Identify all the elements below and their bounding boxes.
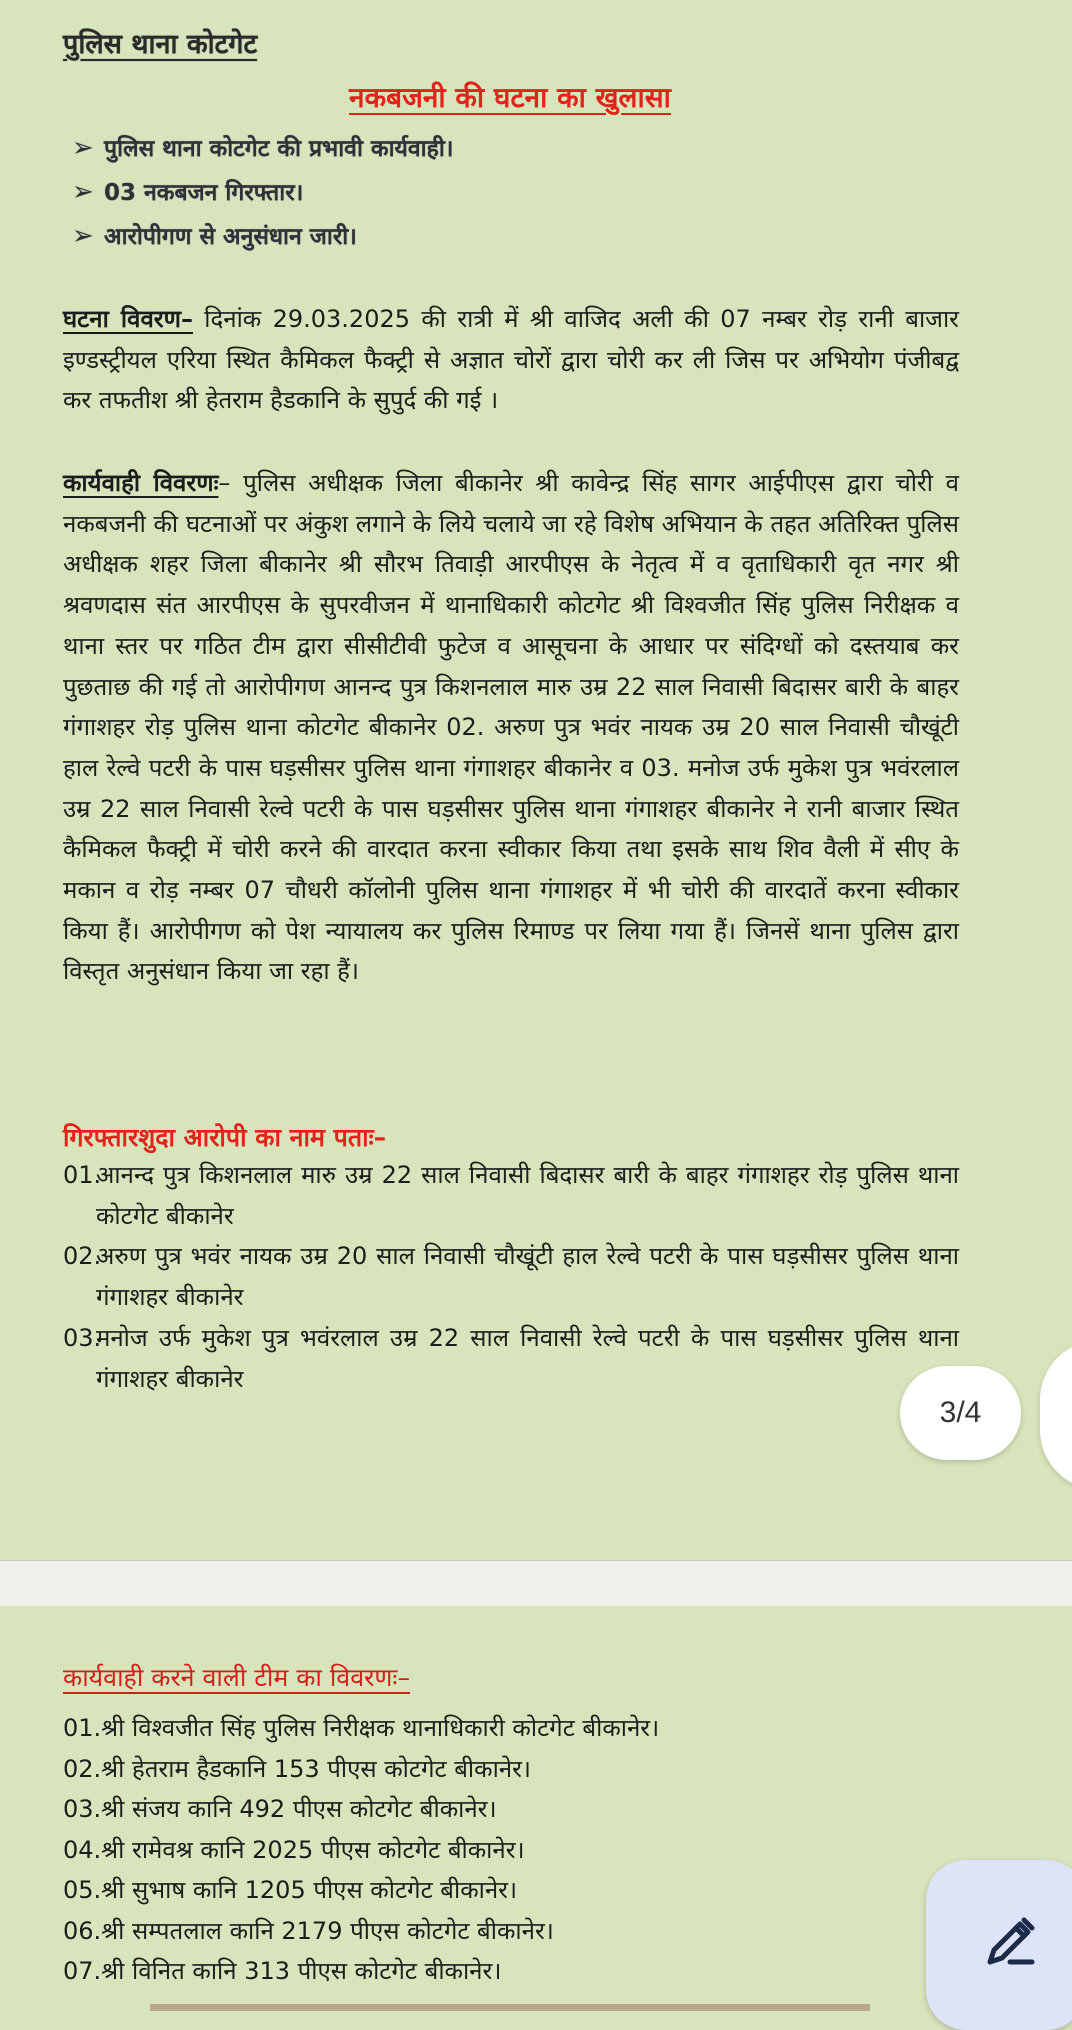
document-title-text: नकबजनी की घटना का खुलासा [349,81,671,114]
station-heading: पुलिस थाना कोटगेट [63,29,258,60]
accused-text: मनोज उर्फ मुकेश पुत्र भवंरलाल उम्र 22 साल निवासी रेल्वे पटरी के पास घड़सीसर पुलिस थाना गंगाशहर बीकानेर [96,1323,959,1393]
action-text: – पुलिस अधीक्षक जिला बीकानेर श्री कावेन्द्र सिंह सागर आईपीएस द्वारा चोरी व नकबजनी की घटनाओं पर अंकुश लगाने के लिये चलाये जा रहे विशेष अभियान के तहत अतिरिक्त पुलिस अधीक्षक शहर जिला बीकानेर श्री सौरभ तिवाड़ी आरपीएस के नेतृत्व में व वृताधिकारी वृत नगर श्री श्रवणदास संत आरपीएस के सुपरवीजन में थानाधिकारी कोटगेट श्री विश्वजीत सिंह पुलिस निरीक्षक व थाना स्तर पर गठित टीम द्वारा सीसीटीवी फुटेज व आसूचना के आधार पर संदिग्धों को दस्तयाब कर पुछताछ की गई तो आरोपीगण आनन्द पुत्र किशनलाल मारु उम्र 22 साल निवासी बिदासर बारी के बाहर गंगाशहर रोड़ पुलिस थाना कोटगेट बीकानेर 02. अरुण पुत्र भवंर नायक उम्र 20 साल निवासी चौखूंटी हाल रेल्वे पटरी के पास घड़सीसर पुलिस थाना गंगाशहर बीकानेर व 03. मनोज उर्फ मुकेश पुत्र भवंरलाल उम्र 22 साल निवासी रेल्वे पटरी के पास घड़सीसर पुलिस थाना गंगाशहर बीकानेर ने रानी बाजार स्थित कैमिकल फैक्ट्री में चोरी करने की वारदात करना स्वीकार किया तथा इसके साथ शिव वैली में सीए के मकान व रोड़ नम्बर 07 चौधरी कॉलोनी पुलिस थाना गंगाशहर में भी चोरी की वारदातें करना स्वीकार किया हैं। आरोपीगण को पेश न्यायालय कर पुलिस रिमाण्ड पर लिया गया हैं। जिनसें थाना पुलिस द्वारा विस्तृत अनुसंधान किया जा रहा हैं। [63,469,959,986]
page-separator [0,1560,1072,1607]
accused-text: अरुण पुत्र भवंर नायक उम्र 20 साल निवासी चौखूंटी हाल रेल्वे पटरी के पास घड़सीसर पुलिस थाना गंगाशहर बीकानेर [96,1242,959,1312]
team-member: 05.श्री सुभाष कानि 1205 पीएस कोटगेट बीकानेर। [63,1876,518,1904]
arrow-bullet-icon: ➢ [72,221,94,251]
accused-heading: गिरफ्तारशुदा आरोपी का नाम पताः– [63,1123,387,1152]
accused-item [63,1236,959,1317]
highlight-text: आरोपीगण से अनुसंधान जारी। [104,224,357,250]
team-member: 02.श्री हेतराम हैडकानि 153 पीएस कोटगेट बीकानेर। [63,1754,532,1783]
action-paragraph [63,463,959,992]
incident-paragraph [63,299,959,421]
accused-item [63,1318,959,1399]
pen-icon [982,1912,1040,1970]
team-list [63,1708,659,1992]
highlight-list [72,130,454,262]
arrow-bullet-icon: ➢ [72,177,94,207]
highlight-text: 03 नकबजन गिरफ्तार। [104,180,304,206]
accused-number: 01. [63,1161,102,1189]
incident-label: घटना विवरण– [63,305,193,333]
highlight-item [72,218,454,262]
edit-button[interactable] [926,1860,1072,2030]
team-member: 06.श्री सम्पतलाल कानि 2179 पीएस कोटगेट बीकानेर। [63,1916,554,1945]
team-member: 01.श्री विश्वजीत सिंह पुलिस निरीक्षक थानाधिकारी कोटगेट बीकानेर। [63,1714,660,1742]
document-title [0,78,1020,116]
page-indicator: 3/4 [900,1366,1021,1460]
action-label: कार्यवाही विवरणः [63,469,219,497]
accused-number: 02. [63,1242,102,1271]
highlight-item [72,174,454,218]
team-member: 07.श्री विनित कानि 313 पीएस कोटगेट बीकानेर। [63,1957,502,1985]
incident-text: दिनांक 29.03.2025 की रात्री में श्री वाजिद अली की 07 नम्बर रोड़ रानी बाजार इण्डस्ट्रीयल एरिया स्थित कैमिकल फैक्ट्री से अज्ञात चोरों द्वारा चोरी कर ली जिस पर अभियोग पंजीबद्व कर तफतीश श्री हेतराम हैडकानि के सुपुर्द की गई । [63,305,960,415]
accused-list [63,1155,959,1399]
team-heading: कार्यवाही करने वाली टीम का विवरणः– [63,1663,410,1692]
arrow-bullet-icon: ➢ [72,133,94,163]
accused-item [63,1155,959,1236]
team-member: 04.श्री रामेवश्र कानि 2025 पीएस कोटगेट बीकानेर। [63,1835,525,1864]
accused-text: आनन्द पुत्र किशनलाल मारु उम्र 22 साल निवासी बिदासर बारी के बाहर गंगाशहर रोड़ पुलिस थाना कोटगेट बीकानेर [96,1161,959,1230]
highlight-item [72,130,454,174]
accused-number: 03. [63,1323,102,1352]
highlight-text: पुलिस थाना कोटगेट की प्रभावी कार्यवाही। [104,136,454,162]
photo-edge [150,2004,870,2011]
team-member: 03.श्री संजय कानि 492 पीएस कोटगेट बीकानेर। [63,1795,497,1823]
